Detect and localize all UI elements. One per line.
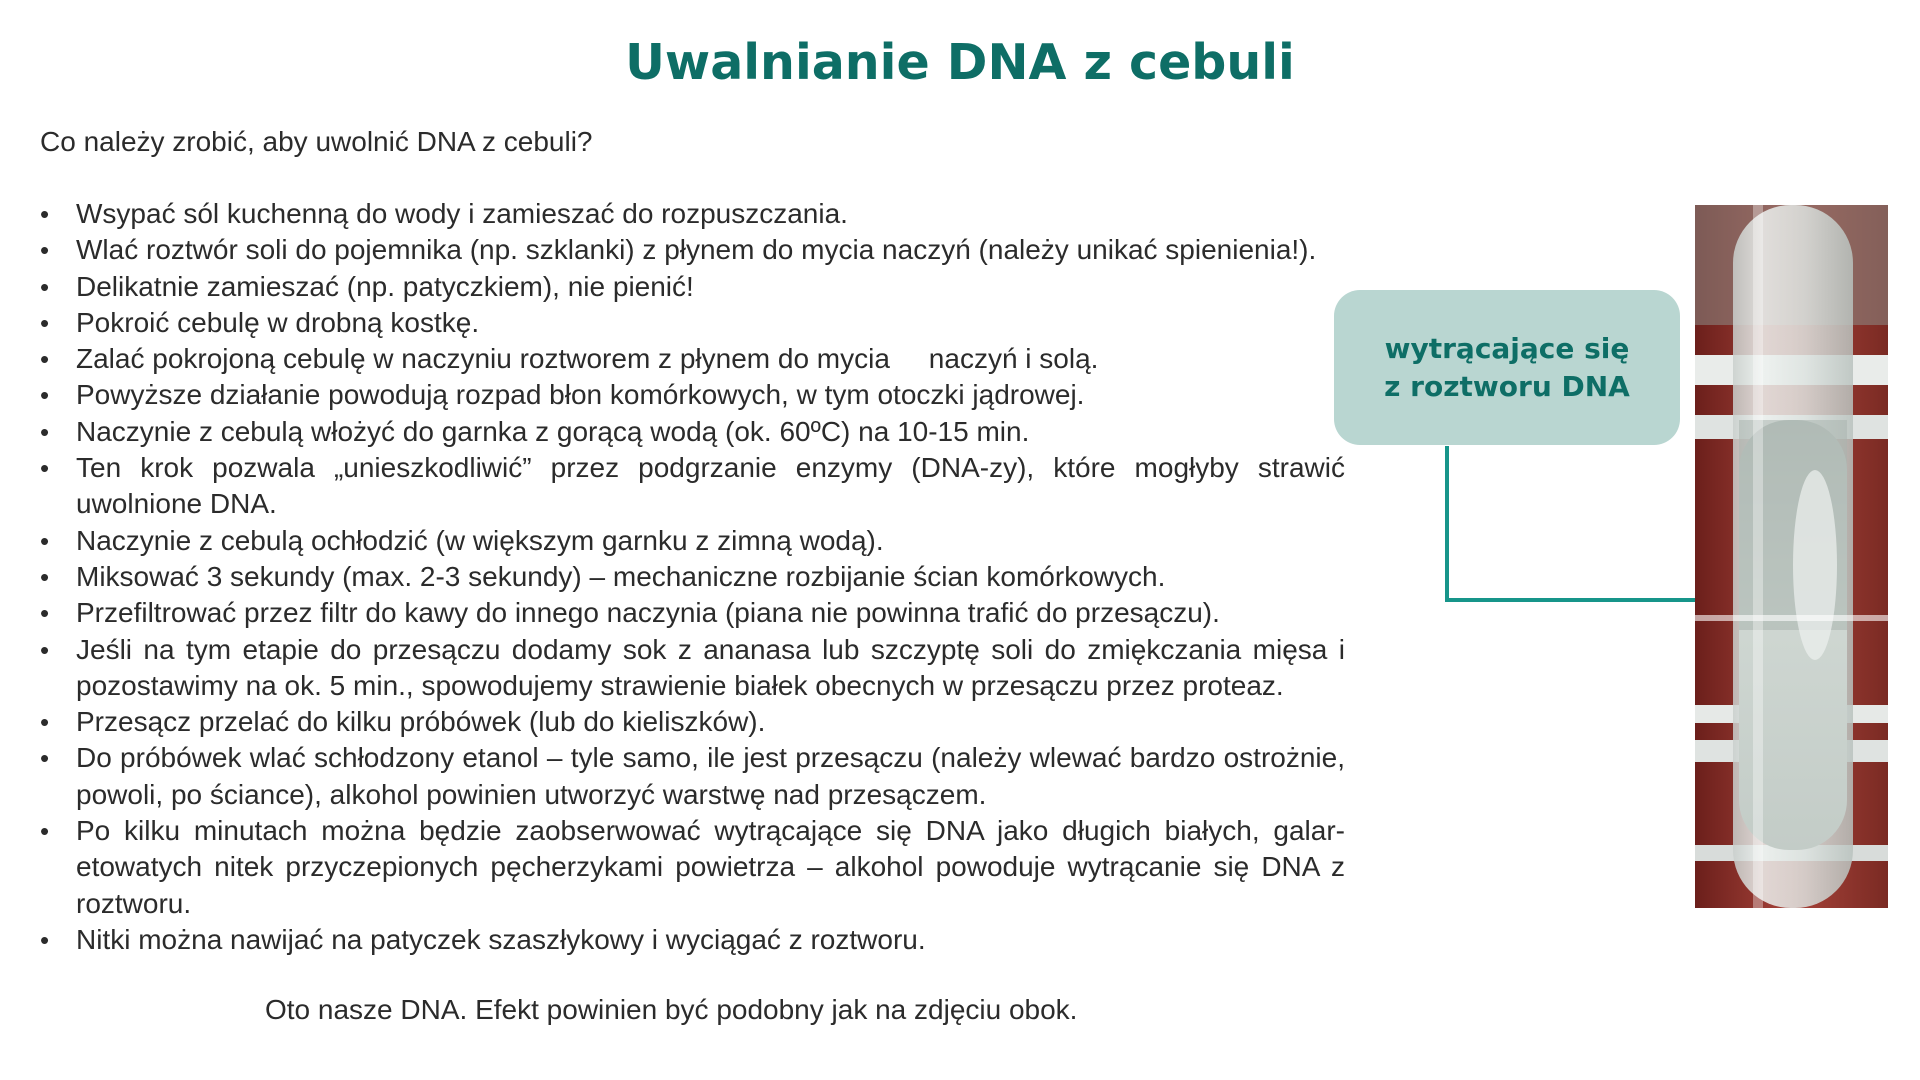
step-item: • Zalać pokrojoną cebulę w naczyniu roztworem z płynem do mycia naczyń i solą. bbox=[40, 341, 1345, 377]
callout-line-1: wytrącające się bbox=[1384, 331, 1630, 365]
step-item: • Naczynie z cebulą ochłodzić (w większym garnku z zimną wodą). bbox=[40, 523, 1345, 559]
step-item: • Nitki można nawijać na patyczek szaszłykowy i wyciągać z roztworu. bbox=[40, 922, 1345, 958]
step-item: • Pokroić cebulę w drobną kostkę. bbox=[40, 305, 1345, 341]
step-item: • Wsypać sól kuchenną do wody i zamieszać do rozpuszczania. bbox=[40, 196, 1345, 232]
step-item: • Delikatnie zamieszać (np. patyczkiem), nie pienić! bbox=[40, 269, 1345, 305]
step-item: • Miksować 3 sekundy (max. 2-3 sekundy) – mechaniczne rozbijanie ścian komórkowych. bbox=[40, 559, 1345, 595]
page-title: Uwalnianie DNA z cebuli bbox=[625, 34, 1295, 91]
step-item: • Do próbówek wlać schłodzony etanol – tyle samo, ile jest przesączu (należy wlewać bardzo ostrożnie, powoli, po ściance), alkohol powinien utworzyć warstwę nad przesączem. bbox=[40, 740, 1345, 813]
dna-callout bbox=[1334, 290, 1680, 445]
step-item: • Jeśli na tym etapie do przesączu dodamy sok z ananasa lub szczyptę soli do zmiękczania mięsa i pozostawimy na ok. 5 min., spowodujemy strawienie białek obecnych w przesączu przez proteaz. bbox=[40, 632, 1345, 705]
intro-question: Co należy zrobić, aby uwolnić DNA z cebuli? bbox=[40, 126, 593, 157]
step-item: • Powyższe działanie powodują rozpad błon komórkowych, w tym otoczki jądrowej. bbox=[40, 377, 1345, 413]
step-item: • Ten krok pozwala „unieszkodliwić” przez podgrzanie enzymy (DNA-zy), które mogłyby strawić uwolnione DNA. bbox=[40, 450, 1345, 523]
step-item: • Naczynie z cebulą włożyć do garnka z gorącą wodą (ok. 60ºC) na 10-15 min. bbox=[40, 414, 1345, 450]
step-item: • Przesącz przelać do kilku próbówek (lub do kieliszków). bbox=[40, 704, 1345, 740]
test-tube-photo bbox=[1695, 205, 1888, 908]
step-item: • Wlać roztwór soli do pojemnika (np. szklanki) z płynem do mycia naczyń (należy unikać spienienia!). bbox=[40, 232, 1345, 268]
step-item: • Przefiltrować przez filtr do kawy do innego naczynia (piana nie powinna trafić do przesączu). bbox=[40, 595, 1345, 631]
closing-note: Oto nasze DNA. Efekt powinien być podobny jak na zdjęciu obok. bbox=[265, 994, 1078, 1025]
step-item: • Po kilku minutach można będzie zaobserwować wytrącające się DNA jako długich białych, galar-etowatych nitek przyczepionych pęcherzykami powietrza – alkohol powoduje wytrącanie się DNA z roztworu. bbox=[40, 813, 1345, 922]
steps-list bbox=[40, 196, 1345, 958]
callout-line-2: z roztworu DNA bbox=[1384, 369, 1630, 403]
